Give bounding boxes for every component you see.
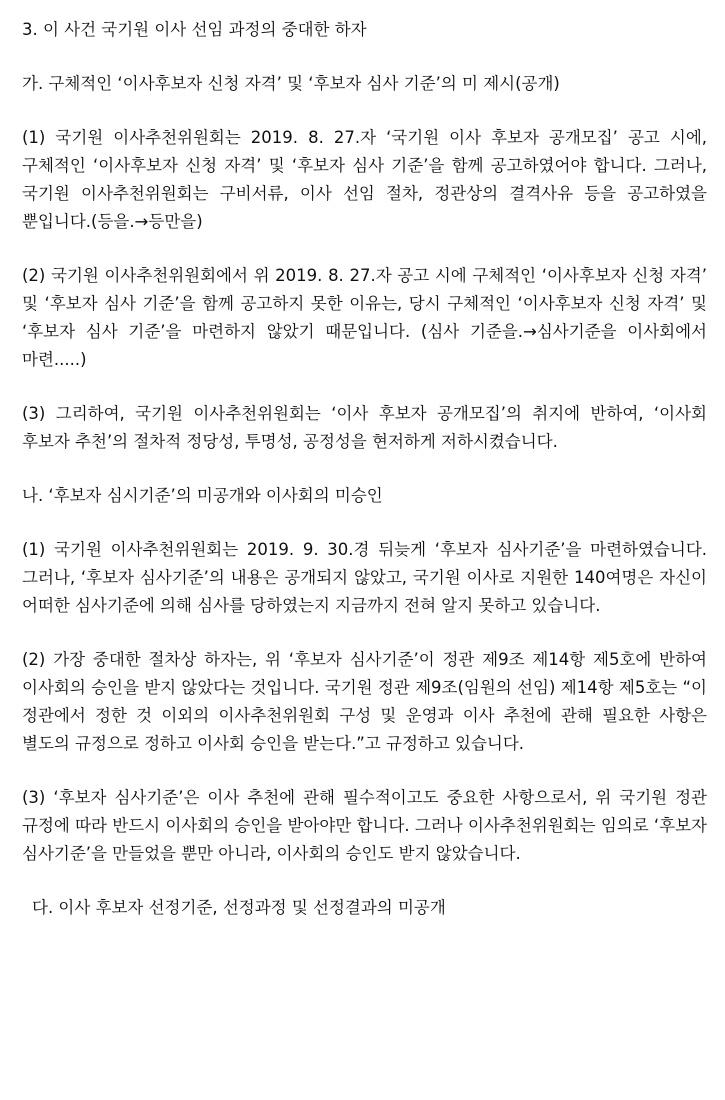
paragraph-b2: (2) 가장 중대한 절차상 하자는, 위 ‘후보자 심사기준’이 정관 제9조 제14항 제5호에 반하여 이사회의 승인을 받지 않았다는 것입니다. 국기원 정관 제9조(임원의 선임) 제14항 제5호는 “이 정관에서 정한 것 이외의 이사추천위원회 구성 및 운영과 이사 추천에 관해 필요한 사항은 별도의 규정으로 정하고 이사회 승인을 받는다.”고 규정하고 있습니다. <box>22 650 707 753</box>
paragraph-a2: (2) 국기원 이사추천위원회에서 위 2019. 8. 27.자 공고 시에 구체적인 ‘이사후보자 신청 자격’ 및 ‘후보자 심사 기준’을 함께 공고하지 못한 이유는, 당시 구체적인 ‘이사후보자 신청 자격’ 및 ‘후보자 심사 기준’을 마련하지 않았기 때문입니다. (심사 기준을.→심사기준을 이사회에서 마련.....) <box>22 266 707 369</box>
subsection-b-title: 나. ‘후보자 심시기준’의 미공개와 이사회의 미승인 <box>22 486 383 505</box>
paragraph-a1: (1) 국기원 이사추천위원회는 2019. 8. 27.자 ‘국기원 이사 후보자 공개모집’ 공고 시에, 구체적인 ‘이사후보자 신청 자격’ 및 ‘후보자 심사 기준’을 함께 공고하였어야 합니다. 그러나, 국기원 이사추천위원회는 구비서류, 이사 선임 절차, 정관상의 결격사유 등을 공고하였을 뿐입니다.(등을.→등만을) <box>22 128 707 231</box>
paragraph-b1: (1) 국기원 이사추천위원회는 2019. 9. 30.경 뒤늦게 ‘후보자 심사기준’을 마련하였습니다. 그러나, ‘후보자 심사기준’의 내용은 공개되지 않았고, 국기원 이사로 지원한 140여명은 자신이 어떠한 심사기준에 의해 심사를 당하였는지 지금까지 전혀 알지 못하고 있습니다. <box>22 540 707 615</box>
subsection-c-title: 다. 이사 후보자 선정기준, 선정과정 및 선정결과의 미공개 <box>32 898 446 917</box>
paragraph-a3: (3) 그리하여, 국기원 이사추천위원회는 ‘이사 후보자 공개모집’의 취지에 반하여, ‘이사회 후보자 추천’의 절차적 정당성, 투명성, 공정성을 현저하게 저하시켰습니다. <box>22 404 707 451</box>
section-title: 3. 이 사건 국기원 이사 선임 과정의 중대한 하자 <box>22 20 367 39</box>
paragraph-b3: (3) ‘후보자 심사기준’은 이사 추천에 관해 필수적이고도 중요한 사항으로서, 위 국기원 정관 규정에 따라 반드시 이사회의 승인을 받아야만 합니다. 그러나 이사추천위원회는 임의로 ‘후보자 심사기준’을 만들었을 뿐만 아니라, 이사회의 승인도 받지 않았습니다. <box>22 788 707 863</box>
subsection-a-title: 가. 구체적인 ‘이사후보자 신청 자격’ 및 ‘후보자 심사 기준’의 미 제시(공개) <box>22 74 560 93</box>
